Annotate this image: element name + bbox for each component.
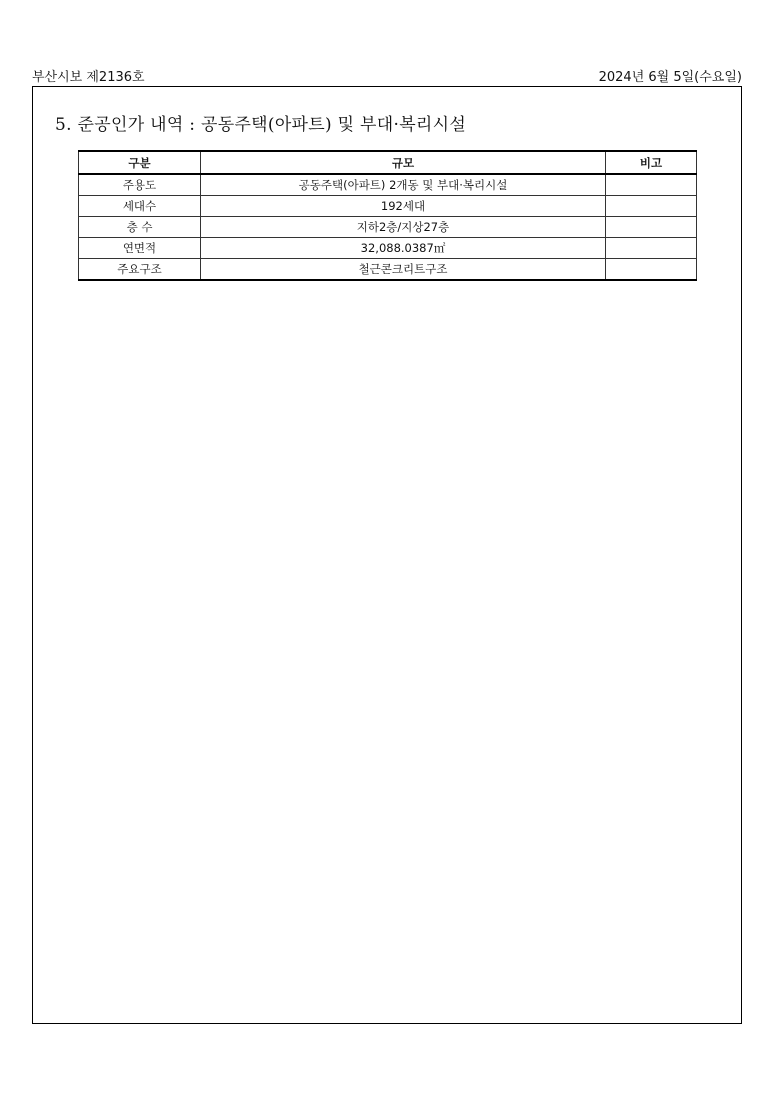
publication-date: 2024년 6월 5일(수요일) xyxy=(598,70,742,85)
table-row xyxy=(79,238,697,259)
completion-table xyxy=(78,150,697,281)
row-label: 주용도 xyxy=(79,174,201,196)
header-category: 구분 xyxy=(79,151,201,174)
row-value: 지하2층/지상27층 xyxy=(201,217,606,238)
table-header-row xyxy=(79,151,697,174)
table-row xyxy=(79,196,697,217)
row-remarks xyxy=(606,217,697,238)
content-frame xyxy=(32,86,742,1024)
section-title: 5. 준공인가 내역 : 공동주택(아파트) 및 부대·복리시설 xyxy=(55,115,467,135)
row-label: 세대수 xyxy=(79,196,201,217)
page-header xyxy=(32,66,742,86)
row-label: 연면적 xyxy=(79,238,201,259)
row-remarks xyxy=(606,238,697,259)
table-row xyxy=(79,259,697,281)
row-label: 층 수 xyxy=(79,217,201,238)
row-value: 철근콘크리트구조 xyxy=(201,259,606,281)
row-remarks xyxy=(606,196,697,217)
table-row xyxy=(79,174,697,196)
table-row xyxy=(79,217,697,238)
header-scale: 규모 xyxy=(201,151,606,174)
row-remarks xyxy=(606,259,697,281)
header-remarks: 비고 xyxy=(606,151,697,174)
row-value: 192세대 xyxy=(201,196,606,217)
row-label: 주요구조 xyxy=(79,259,201,281)
row-value: 32,088.0387㎡ xyxy=(201,238,606,259)
row-remarks xyxy=(606,174,697,196)
row-value: 공동주택(아파트) 2개동 및 부대·복리시설 xyxy=(201,174,606,196)
publication-number: 부산시보 제2136호 xyxy=(32,70,145,85)
